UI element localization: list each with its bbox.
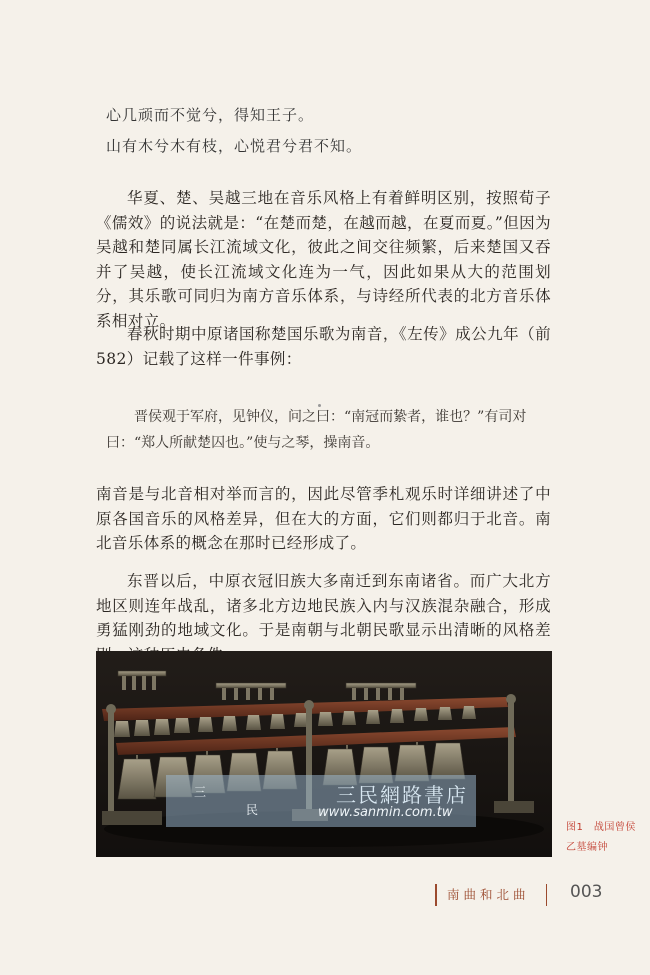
running-title: 南曲和北曲 <box>447 887 530 902</box>
figure-caption-line-2: 乙墓编钟 <box>566 842 608 853</box>
figure-caption-line-1: 图1 战国曾侯 <box>566 822 636 833</box>
watermark-url: www.sanmin.com.tw <box>318 805 453 820</box>
footer-rule-right <box>546 884 547 906</box>
page-number: 003 <box>570 882 603 902</box>
paragraph-1: 华夏、楚、吴越三地在音乐风格上有着鲜明区别，按照荀子《儒效》的说法就是：“在楚而楚，在越而越，在夏而夏。”但因为吴越和楚同属长江流域文化，彼此之间交往频繁，后来楚国又吞并了吴越，使长江流域文化连为一气，因此如果从大的范围划分，其乐歌可同归为南方音乐体系，与诗经所代表的北方音乐体系相对立。 <box>96 189 551 330</box>
poem-line-1: 心几顽而不觉兮，得知王子。 <box>106 106 315 124</box>
watermark-logo <box>166 775 476 827</box>
watermark-mark-1: 三 <box>194 785 207 799</box>
poem-line-2: 山有木兮木有枝，心悦君兮君不知。 <box>106 137 363 155</box>
paragraph-2: 春秋时期中原诸国称楚国乐歌为南音，《左传》成公九年（前 582）记载了这样一件事例： <box>96 325 551 368</box>
paragraph-4: 东晋以后，中原衣冠旧族大多南迁到东南诸省。而广大北方地区则连年战乱，诸多北方边地民族入内与汉族混杂融合，形成勇猛刚劲的地域文化。于是南朝与北朝民歌显示出清晰的风格差 <box>96 572 551 639</box>
watermark-brand: 三民網路書店 <box>336 783 468 807</box>
paragraph-3: 南音是与北音相对举而言的，因此尽管季札观乐时详细讲述了中原各国音乐的风格差异，但在大的方面，它们则都归于北音。南北音乐体系的概念在那时已经形成了。 <box>96 485 551 552</box>
watermark-mark-2: 民 <box>246 803 259 817</box>
block-quote: 晋侯观于军府，见钟仪，问之曰：“南冠而絷者，谁也？”有司对曰：“郑人所献楚囚也。”使与之琴，操南音。 <box>106 409 527 451</box>
bronze-bells-photo <box>96 651 552 857</box>
footer-rule-left <box>435 884 437 906</box>
